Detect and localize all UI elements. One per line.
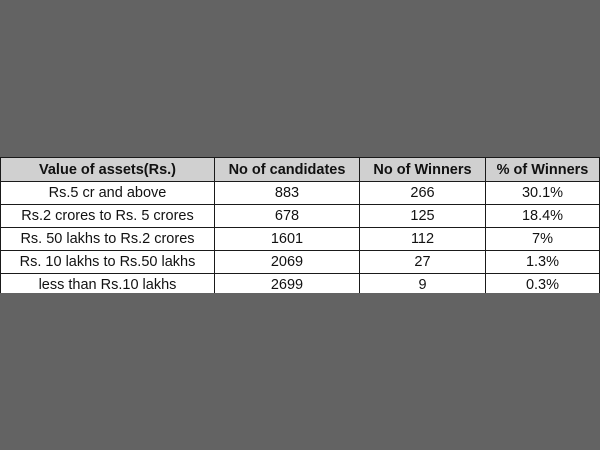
header-value-of-assets: Value of assets(Rs.) bbox=[1, 158, 215, 182]
cell-candidates: 2069 bbox=[215, 251, 360, 274]
cell-candidates: 2699 bbox=[215, 274, 360, 294]
table-row bbox=[1, 274, 600, 294]
table-header-row bbox=[1, 158, 600, 182]
cell-winners: 112 bbox=[360, 228, 486, 251]
table-row bbox=[1, 251, 600, 274]
cell-winners: 27 bbox=[360, 251, 486, 274]
cell-asset-range: Rs. 50 lakhs to Rs.2 crores bbox=[1, 228, 215, 251]
cell-win-percent: 18.4% bbox=[486, 205, 600, 228]
cell-asset-range: less than Rs.10 lakhs bbox=[1, 274, 215, 294]
cell-candidates: 883 bbox=[215, 182, 360, 205]
cell-win-percent: 30.1% bbox=[486, 182, 600, 205]
table-row bbox=[1, 205, 600, 228]
cell-candidates: 1601 bbox=[215, 228, 360, 251]
table-row bbox=[1, 228, 600, 251]
table-row bbox=[1, 182, 600, 205]
header-no-of-winners: No of Winners bbox=[360, 158, 486, 182]
assets-winners-table bbox=[0, 157, 600, 293]
cell-asset-range: Rs.2 crores to Rs. 5 crores bbox=[1, 205, 215, 228]
cell-asset-range: Rs. 10 lakhs to Rs.50 lakhs bbox=[1, 251, 215, 274]
cell-winners: 266 bbox=[360, 182, 486, 205]
cell-winners: 9 bbox=[360, 274, 486, 294]
header-no-of-candidates: No of candidates bbox=[215, 158, 360, 182]
cell-candidates: 678 bbox=[215, 205, 360, 228]
cell-win-percent: 7% bbox=[486, 228, 600, 251]
cell-win-percent: 0.3% bbox=[486, 274, 600, 294]
assets-table-container bbox=[0, 157, 600, 293]
cell-winners: 125 bbox=[360, 205, 486, 228]
cell-asset-range: Rs.5 cr and above bbox=[1, 182, 215, 205]
header-percent-of-winners: % of Winners bbox=[486, 158, 600, 182]
cell-win-percent: 1.3% bbox=[486, 251, 600, 274]
